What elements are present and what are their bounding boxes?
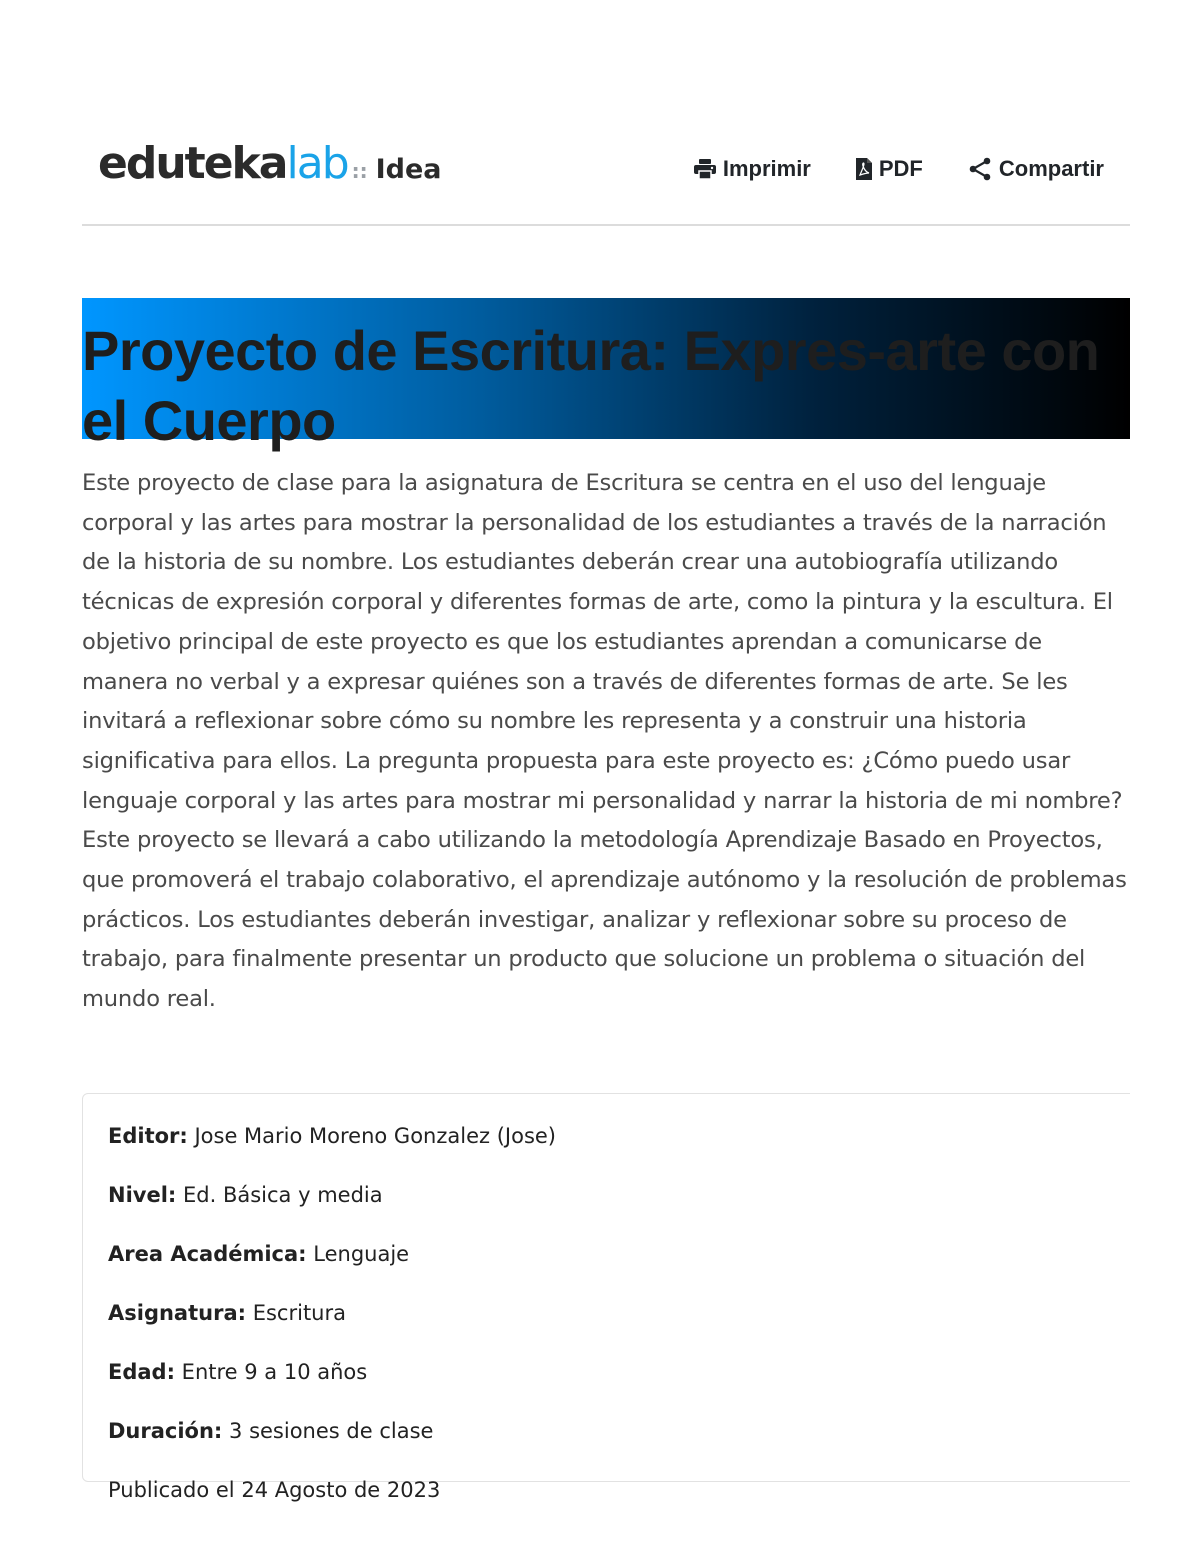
detail-value: Lenguaje bbox=[313, 1242, 410, 1266]
detail-value: 3 sesiones de clase bbox=[229, 1419, 434, 1443]
pdf-label: PDF bbox=[878, 156, 923, 181]
detail-label: Nivel: bbox=[108, 1183, 177, 1207]
printer-icon bbox=[693, 158, 717, 180]
title-line-1: Proyecto de Escritura: Expres-arte con bbox=[82, 319, 1100, 382]
title-banner bbox=[82, 298, 1130, 452]
detail-value: Escritura bbox=[252, 1301, 346, 1325]
title-clip bbox=[82, 316, 1130, 476]
logo-eduteka-text: eduteka bbox=[98, 138, 287, 189]
detail-value: Entre 9 a 10 años bbox=[181, 1360, 368, 1384]
detail-published bbox=[108, 1475, 556, 1534]
detail-value: Ed. Básica y media bbox=[183, 1183, 383, 1207]
pdf-button[interactable] bbox=[855, 156, 923, 182]
print-label: Imprimir bbox=[722, 156, 811, 181]
page-edge-mask bbox=[1130, 1080, 1200, 1500]
project-details-card bbox=[82, 1093, 1142, 1502]
logo-separator: :: bbox=[351, 159, 368, 183]
logo-section-label: Idea bbox=[375, 154, 442, 185]
project-details-list bbox=[108, 1121, 556, 1534]
detail-label: Publicado el bbox=[108, 1478, 235, 1502]
detail-label: Asignatura: bbox=[108, 1301, 247, 1325]
page-header bbox=[82, 130, 1130, 226]
detail-label: Edad: bbox=[108, 1360, 175, 1384]
detail-value: Jose Mario Moreno Gonzalez (Jose) bbox=[194, 1124, 556, 1148]
share-label: Compartir bbox=[998, 156, 1104, 181]
project-description: Este proyecto de clase para la asignatura de Escritura se centra en el uso del lenguaje corporal y las artes para mostrar la personalidad de los estudiantes a través de la narración de la historia de su nombre. Los estudiantes deberán crear una autobiografía utilizando técnicas de expresión corporal y diferentes formas de arte, como la pintura y la escultura. El objetivo principal de este proyecto es que los estudiantes aprendan a comunicarse de manera no verbal y a expresar quiénes son a través de diferentes formas de arte. Se les invitará a reflexionar sobre cómo su nombre les representa y a construir una historia significativa para ellos. La pregunta propuesta para este proyecto es: ¿Cómo puedo usar lenguaje corporal y las artes para mostrar mi personalidad y narrar la historia de mi nombre? Este proyecto se llevará a cabo utilizando la metodología Aprendizaje Basado en Proyectos, que promoverá el trabajo colaborativo, el aprendizaje autónomo y la resolución de problemas prácticos. Los estudiantes deberán investigar, analizar y reflexionar sobre su proceso de trabajo, para finalmente presentar un producto que solucione un problema o situación del mundo real. bbox=[82, 470, 1127, 1013]
detail-age bbox=[108, 1357, 556, 1416]
detail-label: Area Académica: bbox=[108, 1242, 307, 1266]
share-icon bbox=[967, 157, 993, 181]
page-title bbox=[82, 316, 1130, 456]
detail-label: Editor: bbox=[108, 1124, 188, 1148]
detail-label: Duración: bbox=[108, 1419, 223, 1443]
eduteka-lab-logo[interactable] bbox=[98, 138, 442, 189]
detail-level bbox=[108, 1180, 556, 1239]
detail-academic-area bbox=[108, 1239, 556, 1298]
print-button[interactable] bbox=[693, 156, 811, 182]
detail-duration bbox=[108, 1416, 556, 1475]
title-line-2: el Cuerpo bbox=[82, 389, 336, 452]
detail-subject bbox=[108, 1298, 556, 1357]
detail-editor bbox=[108, 1121, 556, 1180]
header-actions bbox=[693, 156, 1104, 182]
logo-lab-text: lab bbox=[286, 138, 348, 189]
detail-value: 24 Agosto de 2023 bbox=[241, 1478, 441, 1502]
share-button[interactable] bbox=[967, 156, 1104, 182]
pdf-file-icon bbox=[855, 157, 873, 181]
